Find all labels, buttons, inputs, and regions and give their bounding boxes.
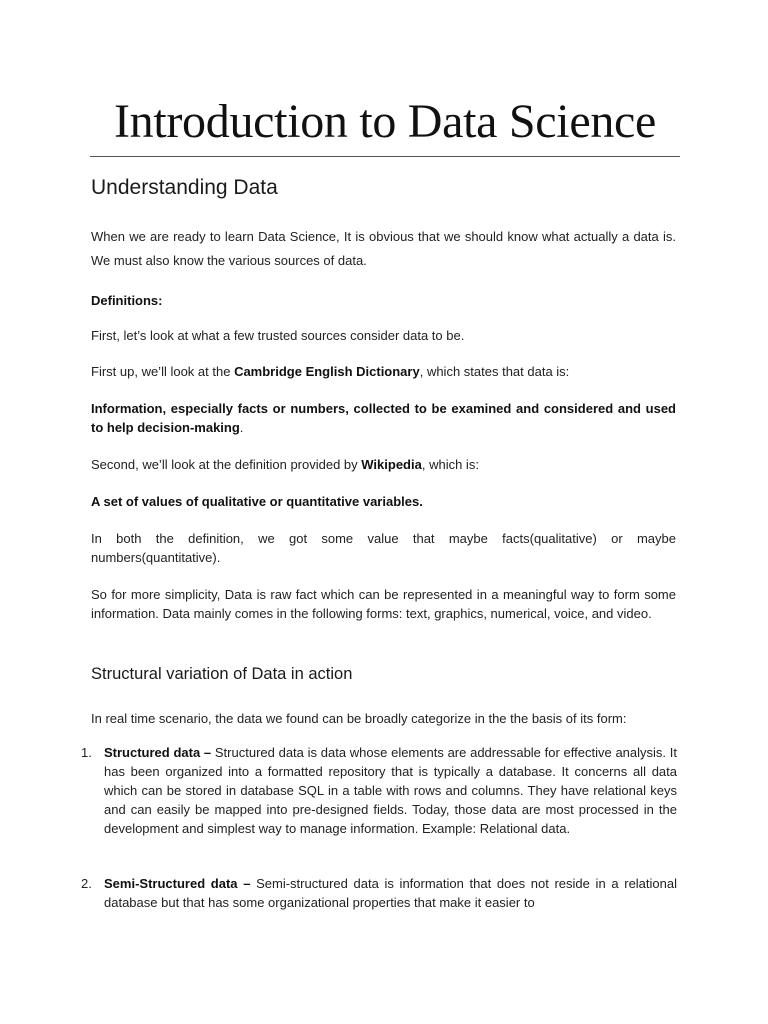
title-divider (90, 156, 680, 157)
wikipedia-trail-text: , which is: (421, 457, 479, 472)
document-title: Introduction to Data Science (113, 95, 657, 148)
cambridge-definition: Information, especially facts or numbers, collected to be examined and considered and used to help decision-making (91, 401, 676, 435)
list-item-term: Semi-Structured data – (104, 876, 251, 891)
list-item-term: Structured data – (104, 745, 212, 760)
list-item-body (104, 743, 677, 838)
wikipedia-lead-text: Second, we’ll look at the definition provided by (91, 457, 362, 472)
section-heading-understanding-data: Understanding Data (91, 176, 278, 199)
cambridge-definition-period: . (239, 420, 244, 435)
wikipedia-paragraph (91, 455, 676, 474)
simplicity-paragraph: So for more simplicity, Data is raw fact which can be represented in a meaningful way to form some information. Data mainly comes in the following forms: text, graphics, numerical, voice, and video. (91, 587, 676, 621)
cambridge-trail-text: , which states that data is: (419, 364, 570, 379)
categorization-intro-paragraph: In real time scenario, the data we found can be broadly categorize in the the basis of its form: (91, 711, 627, 726)
definitions-label: Definitions: (91, 293, 163, 308)
list-item-number: 1. (81, 745, 92, 760)
both-definitions-paragraph: In both the definition, we got some value that maybe facts(qualitative) or maybe numbers(quantitative). (91, 531, 676, 565)
section-heading-structural-variation: Structural variation of Data in action (91, 665, 353, 683)
list-item-body (104, 874, 677, 912)
definitions-label-paragraph (91, 291, 676, 310)
cambridge-paragraph (91, 362, 676, 381)
list-item-description: Semi-structured data is information that does not reside in a relational database but that has some organizational properties that make it easier to (104, 876, 677, 910)
cambridge-definition-paragraph (91, 399, 676, 437)
intro-paragraph: When we are ready to learn Data Science, It is obvious that we should know what actually a data is. We must also know the various sources of data. (91, 229, 676, 268)
cambridge-source-name: Cambridge English Dictionary (234, 364, 420, 379)
cambridge-lead-text: First up, we’ll look at the (91, 364, 235, 379)
wikipedia-definition-paragraph (91, 492, 676, 511)
list-item-description: Structured data is data whose elements are addressable for effective analysis. It has been organized into a formatted repository that is typically a database. It concerns all data which can be stored in database SQL in a table with rows and columns. They have relational keys and can easily be mapped into pre-designed fields. Today, those data are most processed in the development and simplest way to manage information. Example: Relational data. (104, 745, 677, 836)
first-look-paragraph: First, let’s look at what a few trusted sources consider data to be. (91, 328, 465, 343)
wikipedia-source-name: Wikipedia (361, 457, 422, 472)
wikipedia-definition: A set of values of qualitative or quantitative variables. (91, 494, 423, 509)
list-item-number: 2. (81, 876, 92, 891)
